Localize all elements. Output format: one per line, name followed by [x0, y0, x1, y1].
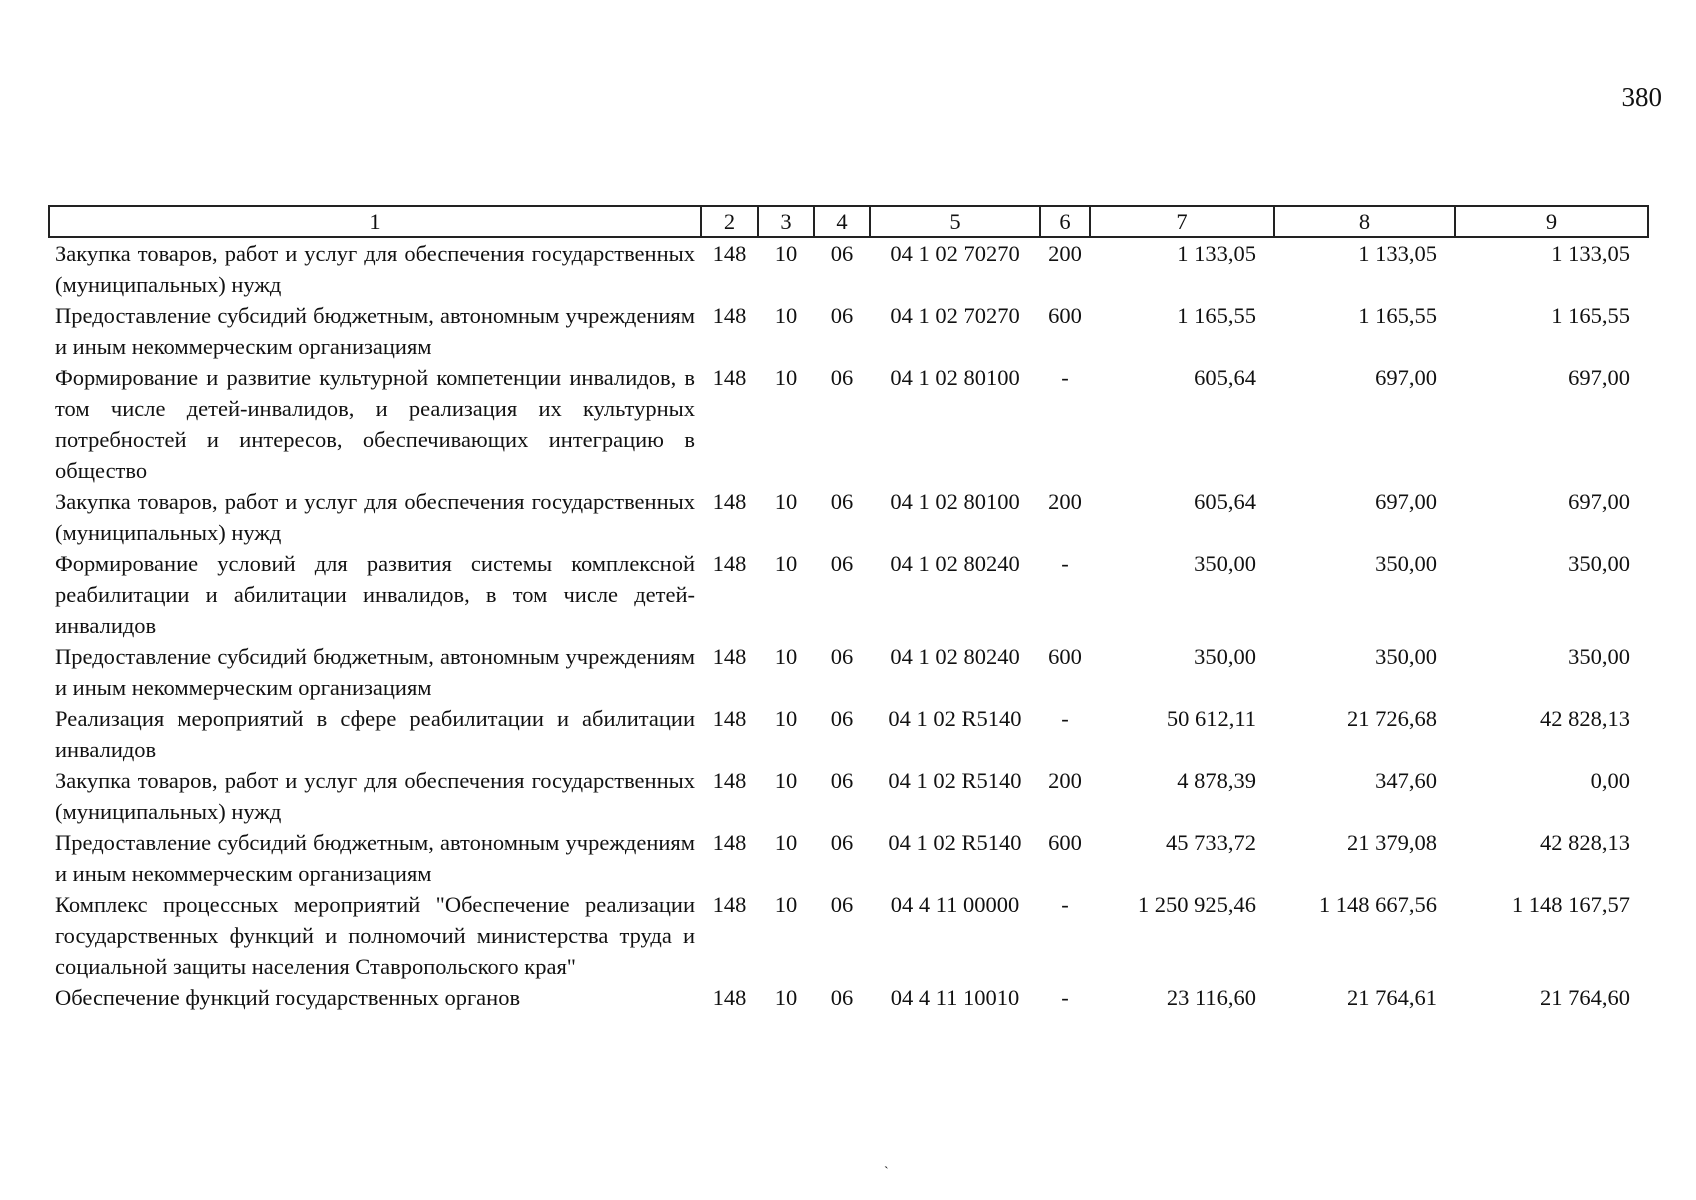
footer-mark: `: [884, 1165, 889, 1180]
cell-description: Реализация мероприятий в сфере реабилитации и абилитации инвалидов: [55, 706, 695, 762]
cell-col-9: 1 133,05: [1551, 241, 1630, 266]
cell-col-2: 148: [712, 706, 747, 731]
cell-description: Предоставление субсидий бюджетным, автономным учреждениям и иным некоммерческим организациям: [55, 830, 695, 886]
cell-col-3: 10: [774, 303, 798, 328]
cell-col-3: 10: [774, 489, 798, 514]
table-row: [49, 982, 1648, 1013]
cell-col-4: 06: [830, 706, 854, 731]
header-col-3: 3: [758, 206, 814, 237]
header-col-8: 8: [1274, 206, 1455, 237]
cell-col-3: 10: [774, 241, 798, 266]
cell-col-5: 04 1 02 R5140: [888, 768, 1022, 793]
header-col-4: 4: [814, 206, 870, 237]
cell-description: Формирование и развитие культурной компетенции инвалидов, в том числе детей-инвалидов, и реализация их культурных потребностей и интересов, обеспечивающих интеграцию в общество: [55, 365, 695, 483]
cell-description: Предоставление субсидий бюджетным, автономным учреждениям и иным некоммерческим организациям: [55, 303, 695, 359]
cell-col-7: 350,00: [1194, 551, 1256, 576]
header-col-5: 5: [870, 206, 1040, 237]
cell-col-7: 605,64: [1194, 489, 1256, 514]
header-col-2: 2: [701, 206, 758, 237]
cell-col-7: 23 116,60: [1166, 985, 1256, 1010]
cell-col-2: 148: [712, 365, 747, 390]
cell-col-3: 10: [774, 551, 798, 576]
cell-col-2: 148: [712, 489, 747, 514]
cell-col-4: 06: [830, 985, 854, 1010]
budget-table: [48, 205, 1649, 1013]
table-row: [49, 362, 1648, 486]
cell-col-5: 04 4 11 10010: [890, 985, 1020, 1010]
cell-col-6: -: [1061, 706, 1069, 731]
table-row: [49, 889, 1648, 982]
cell-col-2: 148: [712, 303, 747, 328]
table-row: [49, 641, 1648, 703]
cell-col-3: 10: [774, 644, 798, 669]
cell-description: Закупка товаров, работ и услуг для обеспечения государственных (муниципальных) нужд: [55, 768, 695, 824]
table-row: [49, 300, 1648, 362]
cell-description: Комплекс процессных мероприятий "Обеспечение реализации государственных функций и полномочий министерства труда и социальной защиты населения Ставропольского края": [55, 892, 695, 979]
cell-col-7: 350,00: [1194, 644, 1256, 669]
cell-col-3: 10: [774, 830, 798, 855]
table-row: [49, 765, 1648, 827]
cell-col-5: 04 1 02 80100: [890, 365, 1020, 390]
table-row: [49, 827, 1648, 889]
cell-col-6: -: [1061, 892, 1069, 917]
cell-description: Закупка товаров, работ и услуг для обеспечения государственных (муниципальных) нужд: [55, 489, 695, 545]
cell-col-4: 06: [830, 644, 854, 669]
cell-col-7: 4 878,39: [1177, 768, 1256, 793]
cell-description: Предоставление субсидий бюджетным, автономным учреждениям и иным некоммерческим организациям: [55, 644, 695, 700]
table-row: [49, 486, 1648, 548]
cell-col-6: -: [1061, 365, 1069, 390]
header-col-7: 7: [1090, 206, 1274, 237]
cell-col-4: 06: [830, 892, 854, 917]
cell-col-4: 06: [830, 830, 854, 855]
cell-col-9: 0,00: [1590, 768, 1630, 793]
table-row: [49, 548, 1648, 641]
cell-col-6: -: [1061, 985, 1069, 1010]
cell-col-2: 148: [712, 830, 747, 855]
budget-table-container: [48, 205, 1647, 1013]
cell-col-4: 06: [830, 365, 854, 390]
cell-col-6: 200: [1048, 768, 1082, 793]
cell-col-9: 697,00: [1568, 489, 1630, 514]
cell-col-3: 10: [774, 892, 798, 917]
cell-col-6: 600: [1048, 830, 1082, 855]
cell-col-8: 697,00: [1375, 489, 1437, 514]
cell-col-9: 697,00: [1568, 365, 1630, 390]
cell-col-5: 04 1 02 80100: [890, 489, 1020, 514]
cell-col-2: 148: [712, 644, 747, 669]
cell-col-7: 1 250 925,46: [1137, 892, 1256, 917]
cell-col-3: 10: [774, 706, 798, 731]
cell-col-6: 600: [1048, 303, 1082, 328]
cell-col-5: 04 1 02 80240: [890, 644, 1020, 669]
table-body: [49, 237, 1648, 1013]
cell-col-4: 06: [830, 768, 854, 793]
cell-col-2: 148: [712, 985, 747, 1010]
cell-col-6: 600: [1048, 644, 1082, 669]
cell-col-9: 350,00: [1568, 551, 1630, 576]
cell-col-5: 04 1 02 R5140: [888, 830, 1022, 855]
cell-col-3: 10: [774, 985, 798, 1010]
cell-col-8: 1 165,55: [1358, 303, 1437, 328]
page-number: 380: [1621, 82, 1662, 112]
cell-col-7: 50 612,11: [1166, 706, 1256, 731]
cell-col-6: 200: [1048, 241, 1082, 266]
cell-col-4: 06: [830, 489, 854, 514]
cell-description: Закупка товаров, работ и услуг для обеспечения государственных (муниципальных) нужд: [55, 241, 695, 297]
cell-col-4: 06: [830, 303, 854, 328]
table-row: [49, 237, 1648, 300]
table-header: [49, 206, 1648, 237]
cell-col-3: 10: [774, 365, 798, 390]
cell-col-8: 350,00: [1375, 551, 1437, 576]
cell-col-9: 1 165,55: [1551, 303, 1630, 328]
table-row: [49, 703, 1648, 765]
cell-col-5: 04 1 02 70270: [890, 241, 1020, 266]
header-row: [49, 206, 1648, 237]
cell-col-7: 45 733,72: [1166, 830, 1256, 855]
cell-col-8: 21 379,08: [1347, 830, 1437, 855]
cell-col-8: 347,60: [1375, 768, 1437, 793]
cell-col-2: 148: [712, 892, 747, 917]
cell-col-4: 06: [830, 551, 854, 576]
header-col-6: 6: [1040, 206, 1090, 237]
cell-col-3: 10: [774, 768, 798, 793]
cell-col-6: -: [1061, 551, 1069, 576]
cell-col-2: 148: [712, 551, 747, 576]
cell-col-8: 1 148 667,56: [1318, 892, 1437, 917]
cell-col-8: 697,00: [1375, 365, 1437, 390]
cell-col-8: 350,00: [1375, 644, 1437, 669]
cell-col-7: 605,64: [1194, 365, 1256, 390]
cell-col-2: 148: [712, 241, 747, 266]
cell-col-9: 350,00: [1568, 644, 1630, 669]
cell-col-7: 1 165,55: [1177, 303, 1256, 328]
cell-col-6: 200: [1048, 489, 1082, 514]
header-col-9: 9: [1455, 206, 1648, 237]
cell-col-8: 21 726,68: [1347, 706, 1437, 731]
cell-col-8: 1 133,05: [1358, 241, 1437, 266]
cell-col-5: 04 1 02 70270: [890, 303, 1020, 328]
cell-col-9: 21 764,60: [1540, 985, 1630, 1010]
cell-col-5: 04 1 02 80240: [890, 551, 1020, 576]
cell-description: Формирование условий для развития системы комплексной реабилитации и абилитации инвалидов, в том числе детей-инвалидов: [55, 551, 695, 638]
cell-col-7: 1 133,05: [1177, 241, 1256, 266]
cell-col-5: 04 4 11 00000: [890, 892, 1020, 917]
cell-col-9: 42 828,13: [1540, 706, 1630, 731]
cell-col-4: 06: [830, 241, 854, 266]
cell-col-9: 42 828,13: [1540, 830, 1630, 855]
header-col-1: 1: [49, 206, 701, 237]
cell-col-8: 21 764,61: [1347, 985, 1437, 1010]
cell-col-5: 04 1 02 R5140: [888, 706, 1022, 731]
cell-col-9: 1 148 167,57: [1511, 892, 1630, 917]
cell-description: Обеспечение функций государственных органов: [55, 985, 521, 1010]
cell-col-2: 148: [712, 768, 747, 793]
